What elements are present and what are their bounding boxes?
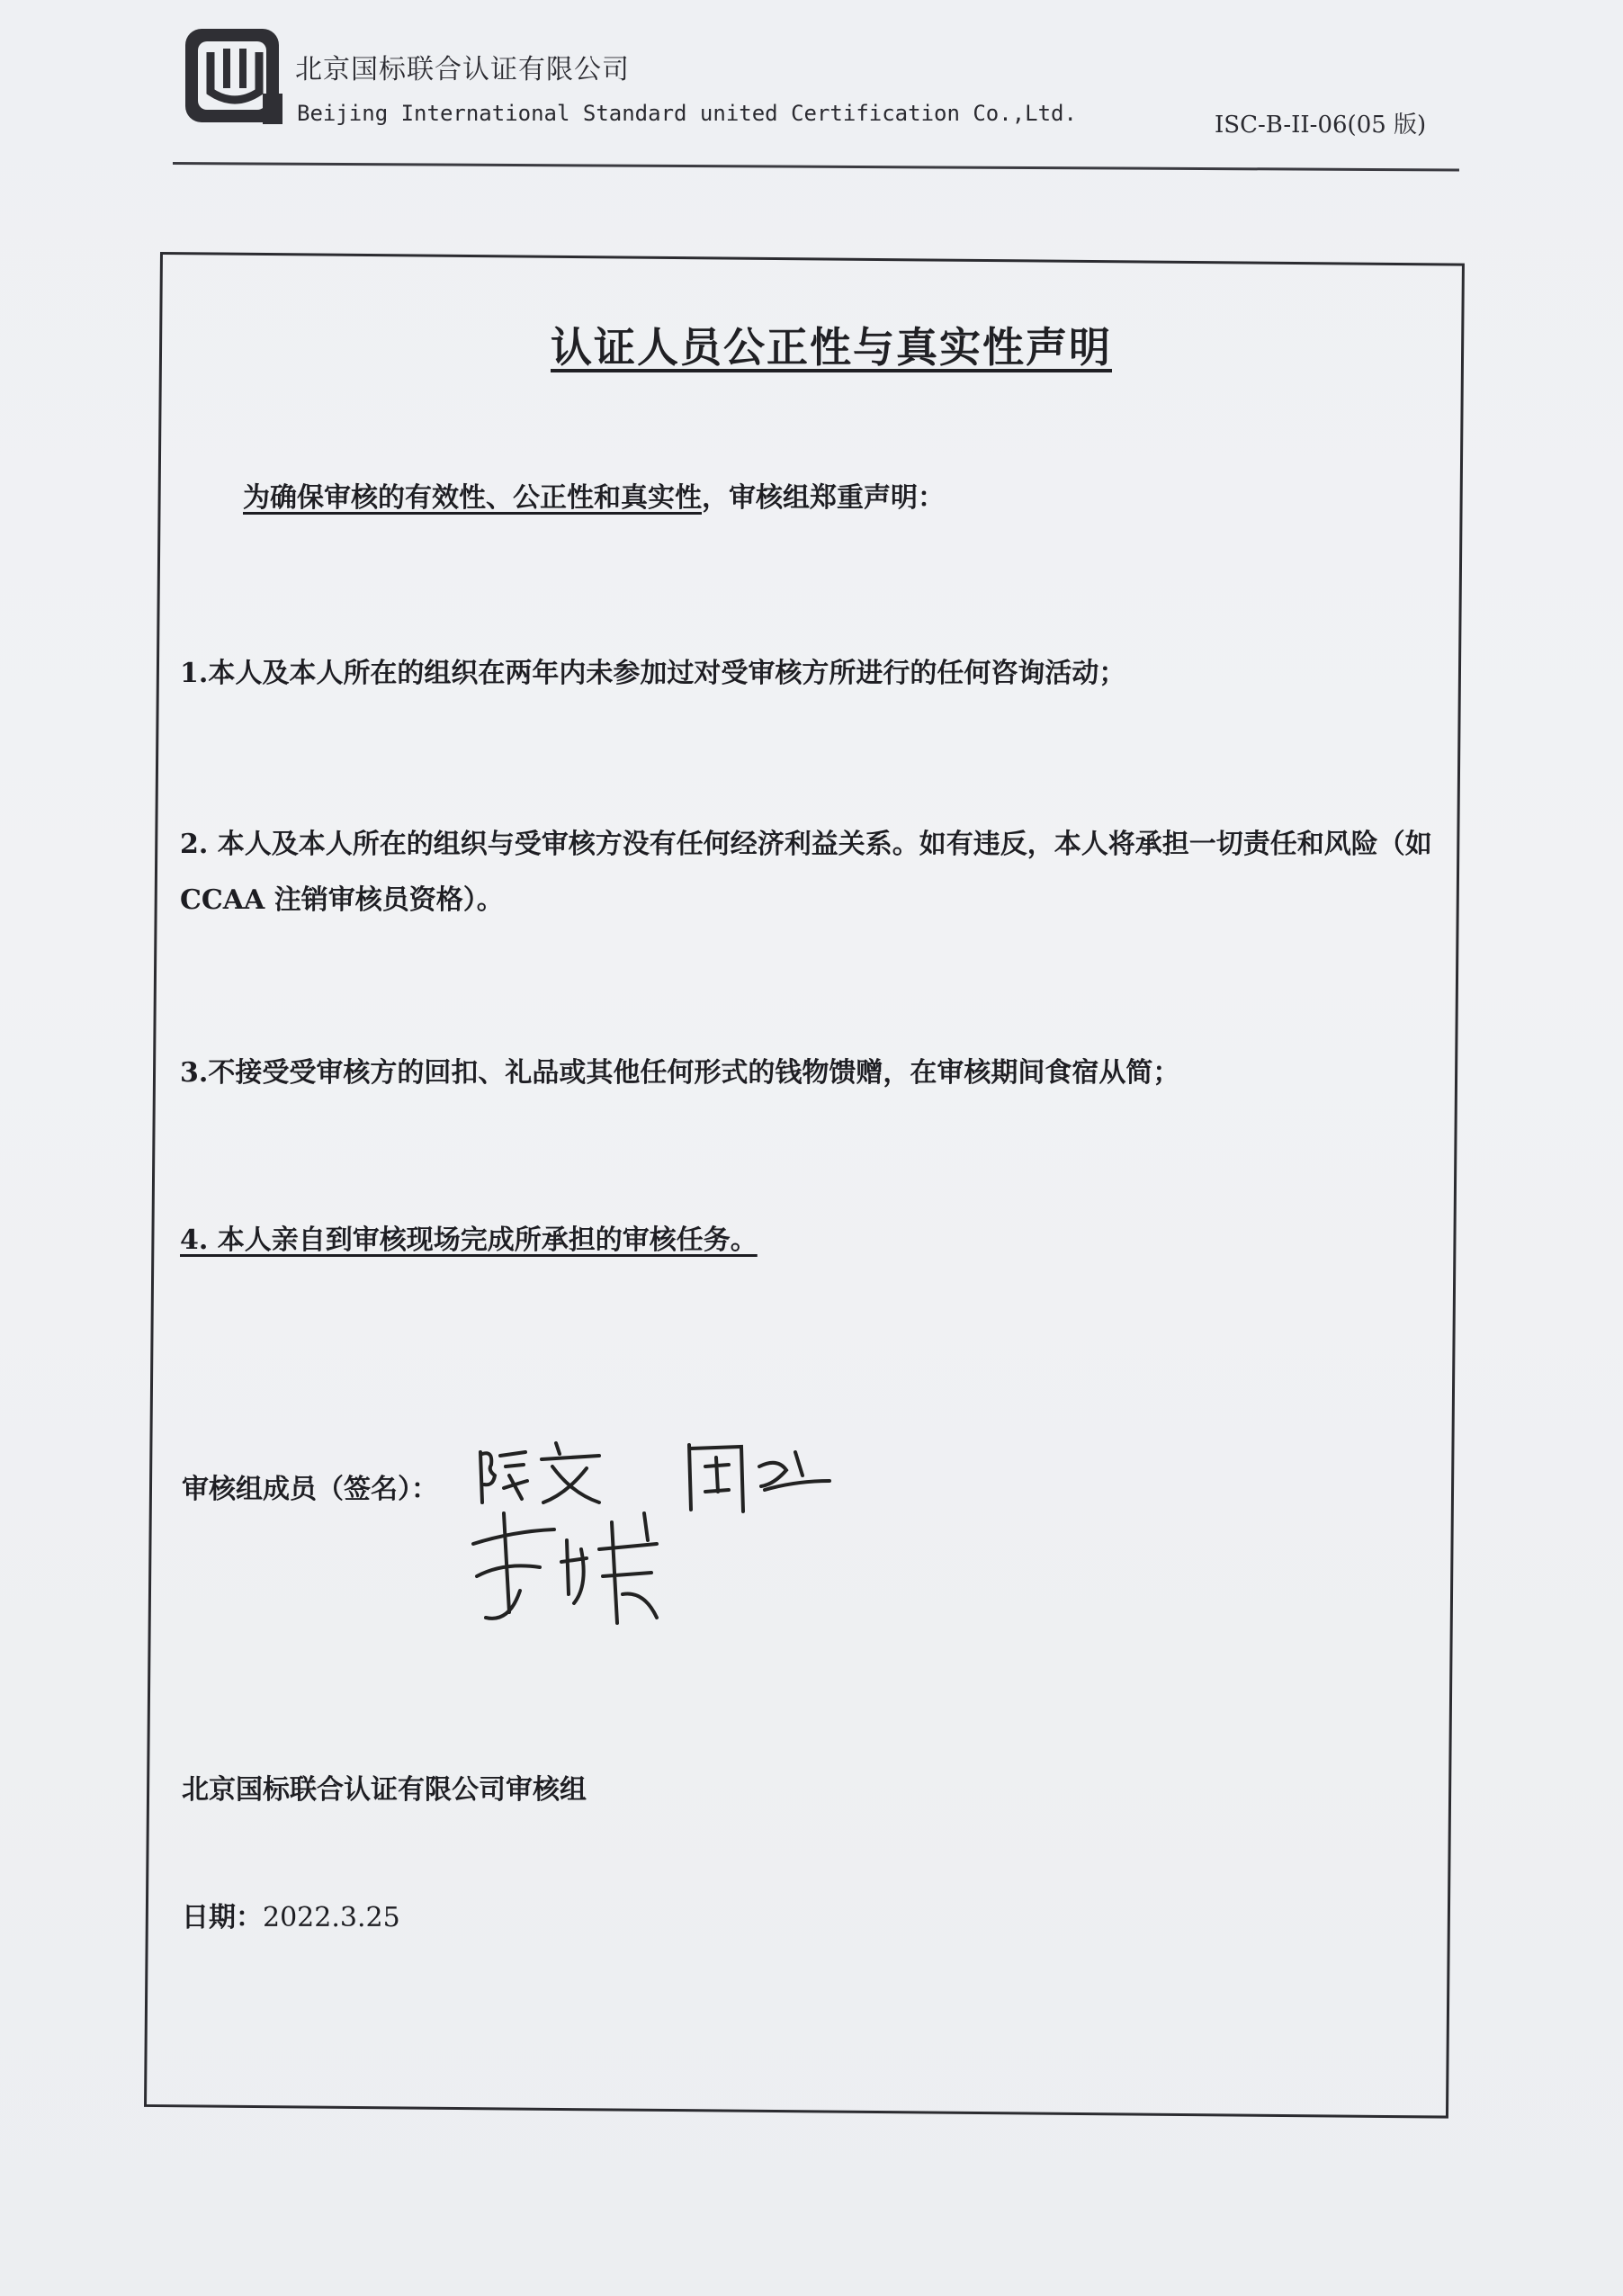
date-label: 日期： [182,1902,263,1933]
signature-1 [473,1439,608,1511]
document-frame [144,252,1465,2119]
audit-team-name: 北京国标联合认证有限公司审核组 [182,1774,587,1806]
declaration-item-1: 1.本人及本人所在的组织在两年内未参加过对受审核方所进行的任何咨询活动； [180,658,1126,689]
declaration-item-4: 4. 本人亲自到审核现场完成所承担的审核任务。 [180,1224,758,1256]
header-divider [173,162,1459,171]
form-code: ISC-B-II-06(05 版) [1215,112,1427,139]
company-name-cn: 北京国标联合认证有限公司 [295,54,630,85]
declaration-item-3: 3.不接受受审核方的回扣、礼品或其他任何形式的钱物馈赠，在审核期间食宿从简； [180,1057,1180,1089]
signature-3 [468,1504,675,1630]
company-logo [182,22,288,128]
company-name-en: Beijing International Standard united Certification Co.,Ltd. [297,101,1077,126]
intro-underlined: 为确保审核的有效性、公正性和真实性 [243,482,702,514]
date-value: 2022.3.25 [263,1902,400,1933]
document-title: 认证人员公正性与真实性声明 [551,323,1112,372]
signature-2 [678,1439,840,1520]
intro-statement [243,475,945,515]
signature-label: 审核组成员（签名）： [182,1474,438,1505]
intro-rest: ，审核组郑重声明： [702,482,945,514]
date-line [182,1895,400,1934]
declaration-item-2: 2. 本人及本人所在的组织与受审核方没有任何经济利益关系。如有违反，本人将承担一切责任和风险（如 CCAA 注销审核员资格）。 [180,829,1432,916]
